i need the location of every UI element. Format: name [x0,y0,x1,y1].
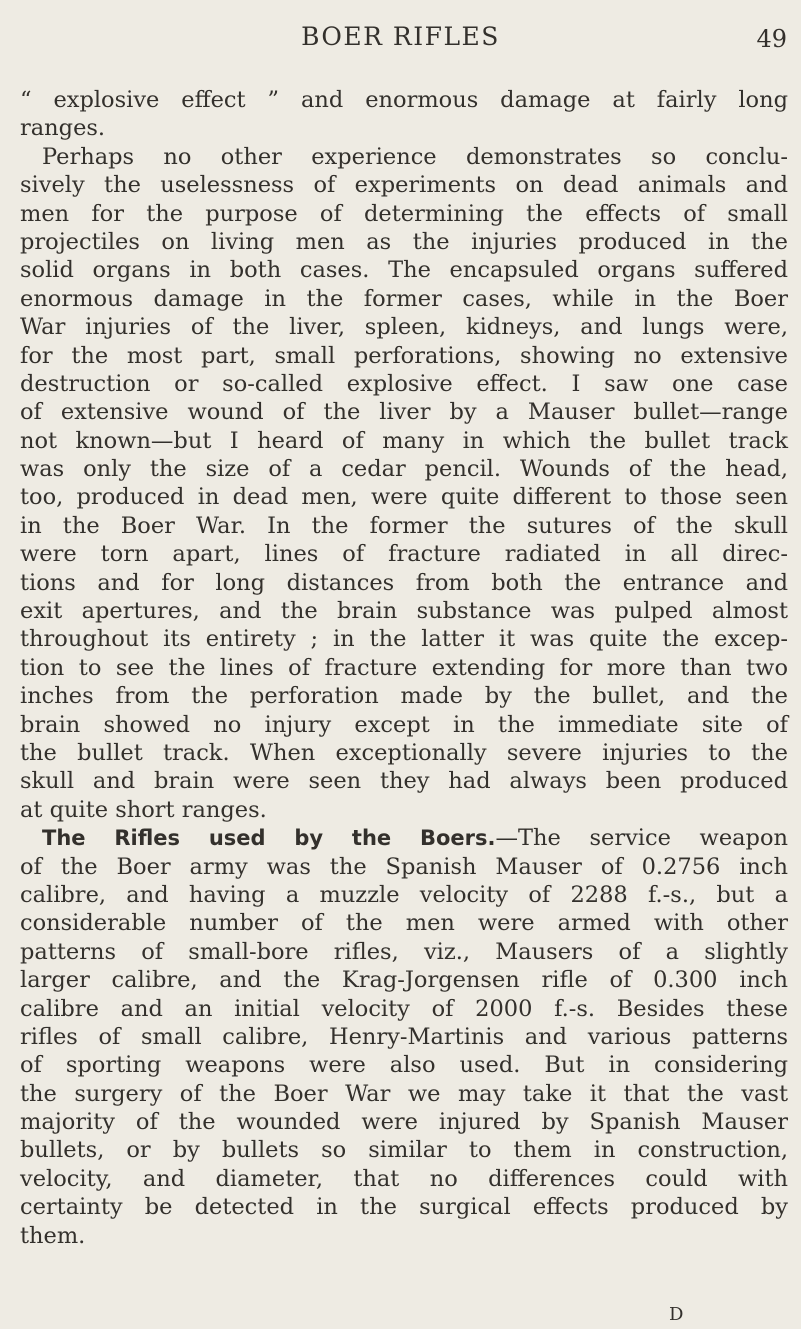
line-text: “ explosive effect ” and enormous damage at fairly long [20,87,788,113]
text-line [0,342,801,370]
text-line [0,114,801,142]
text-line [0,625,801,653]
text-line [0,597,801,625]
line-text: sively the uselessness of experiments on dead animals and [20,172,788,199]
text-line [0,1023,801,1051]
text-line [0,200,801,228]
text-line [0,938,801,966]
line-text: was only the size of a cedar pencil. Wounds of the head, [20,456,788,483]
line-text: the surgery of the Boer War we may take it that the vast [20,1080,788,1107]
text-line [0,143,801,171]
text-line [0,995,801,1023]
line-text: skull and brain were seen they had always been produced [20,768,788,795]
line-text: brain showed no injury except in the immediate site of [20,711,788,738]
text-line [0,455,801,483]
line-text: inches from the perforation made by the bullet, and the [20,683,788,710]
text-line [0,796,801,824]
line-text: War injuries of the liver, spleen, kidneys, and lungs were, [20,314,788,341]
line-text: them. [20,1222,86,1249]
line-text: enormous damage in the former cases, while in the Boer [20,285,788,312]
text-line [0,824,801,852]
line-text: destruction or so-called explosive effect. I saw one case [20,370,788,397]
line-text: rifles of small calibre, Henry-Martinis and various patterns [20,1023,788,1050]
line-text: projectiles on living men as the injuries produced in the [20,228,788,255]
line-text: in the Boer War. In the former the sutures of the skull [20,512,788,539]
page-header [0,22,801,62]
line-text: of the Boer army was the Spanish Mauser of 0.2756 inch [20,853,788,880]
line-text: exit apertures, and the brain substance was pulped almost [20,598,788,625]
text-line [0,398,801,426]
line-text: at quite short ranges. [20,796,267,823]
page-number: 49 [756,25,787,53]
text-line [0,483,801,511]
line-text: the bullet track. When exceptionally severe injuries to the [20,739,788,766]
text-line [0,285,801,313]
line-text: solid organs in both cases. The encapsuled organs suffered [20,257,788,284]
line-text: —The service weapon [495,825,788,852]
text-line [0,739,801,767]
text-line [0,711,801,739]
line-text: larger calibre, and the Krag-Jorgensen rifle of 0.300 inch [20,967,788,994]
text-line [0,966,801,994]
text-line [0,86,801,114]
section-run-in-heading: The Rifles used by the Boers. [42,826,496,851]
running-title: BOER RIFLES [301,22,500,51]
text-line [0,1108,801,1136]
line-text: not known—but I heard of many in which the bullet track [20,427,788,454]
text-line [0,569,801,597]
text-line [0,682,801,710]
line-text: majority of the wounded were injured by Spanish Mauser [20,1109,788,1136]
line-text: men for the purpose of determining the effects of small [20,200,788,227]
line-text: tion to see the lines of fracture extending for more than two [20,654,788,681]
line-text: bullets, or by bullets so similar to them in construction, [20,1137,788,1164]
line-text: of extensive wound of the liver by a Mauser bullet—range [20,399,788,426]
line-text: of sporting weapons were also used. But in considering [20,1052,788,1079]
text-line [0,228,801,256]
text-line [0,1051,801,1079]
text-line [0,1193,801,1221]
line-text: Perhaps no other experience demonstrates so conclu- [42,143,788,170]
body-text [0,86,801,1250]
signature-mark: D [669,1304,684,1325]
text-line [0,313,801,341]
text-line [0,171,801,199]
line-text: velocity, and diameter, that no differences could with [20,1165,788,1192]
text-line [0,654,801,682]
line-text: were torn apart, lines of fracture radiated in all direc- [20,541,788,568]
text-line [0,1080,801,1108]
text-line [0,881,801,909]
text-line [0,1136,801,1164]
text-line [0,427,801,455]
line-text: calibre, and having a muzzle velocity of 2288 f.-s., but a [20,881,788,908]
text-line [0,1222,801,1250]
line-text: for the most part, small perforations, showing no extensive [20,342,788,369]
text-line [0,853,801,881]
line-text: too, produced in dead men, were quite different to those seen [20,484,788,511]
text-line [0,540,801,568]
line-text: considerable number of the men were armed with other [20,910,788,937]
line-text: calibre and an initial velocity of 2000 f.-s. Besides these [20,995,788,1022]
text-line [0,512,801,540]
text-line [0,1165,801,1193]
line-text: throughout its entirety ; in the latter it was quite the excep- [20,626,788,653]
line-text: patterns of small-bore rifles, viz., Mausers of a slightly [20,938,788,965]
line-text: certainty be detected in the surgical effects produced by [20,1194,788,1221]
text-line [0,909,801,937]
text-line [0,256,801,284]
line-text: ranges. [20,115,106,142]
text-line [0,370,801,398]
text-line [0,767,801,795]
line-text: tions and for long distances from both the entrance and [20,569,788,596]
